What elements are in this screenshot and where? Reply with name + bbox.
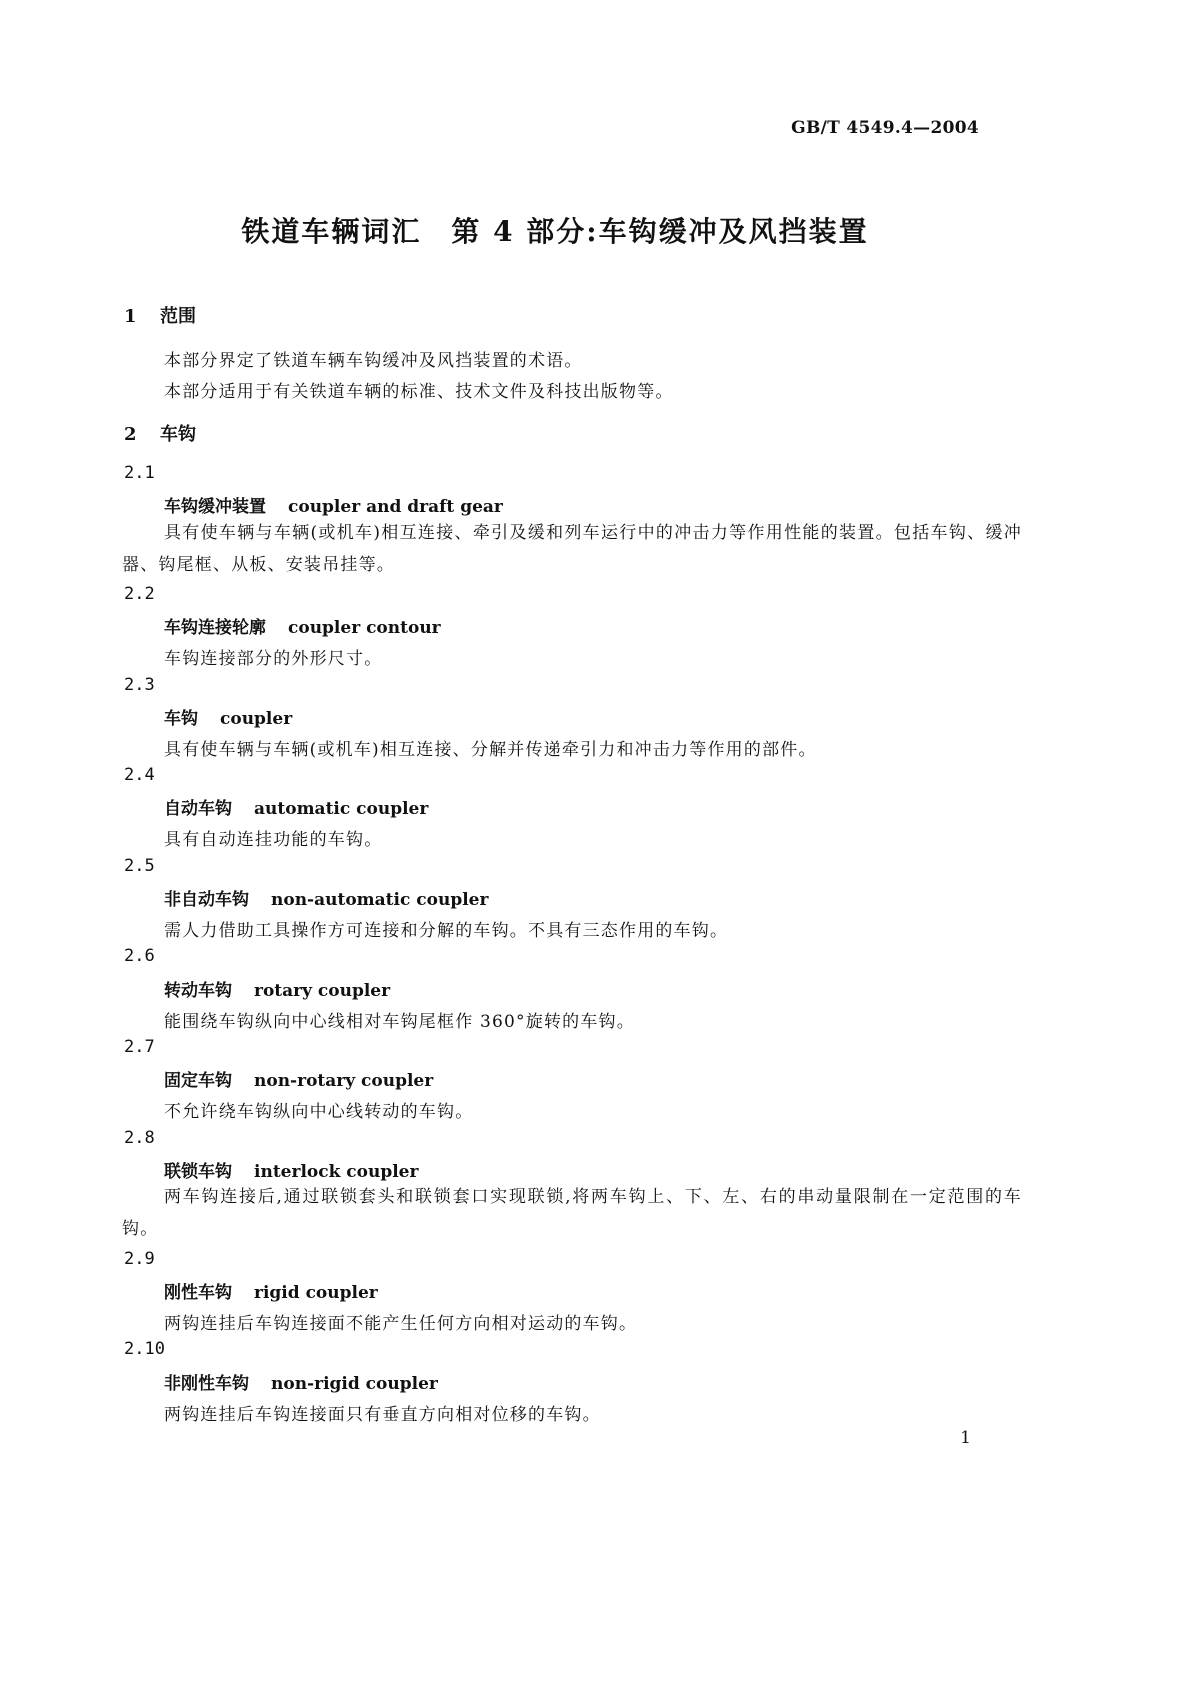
term-definition: 能围绕车钩纵向中心线相对车钩尾框作 360°旋转的车钩。 [164,1012,635,1032]
term-heading [164,885,488,910]
clause-number: 2.6 [124,946,155,966]
document-code: GB/T 4549.4—2004 [791,118,979,138]
term-en: coupler and draft gear [288,497,503,517]
term-zh: 刚性车钩 [164,1283,232,1303]
term-definition: 不允许绕车钩纵向中心线转动的车钩。 [164,1102,474,1122]
term-heading [164,704,292,729]
term-zh: 非刚性车钩 [164,1374,249,1394]
term-definition: 两钩连挂后车钩连接面只有垂直方向相对位移的车钩。 [164,1405,601,1425]
term-zh: 联锁车钩 [164,1162,232,1182]
term-en: non-rigid coupler [271,1374,438,1394]
term-en: interlock coupler [254,1162,419,1182]
term-heading [164,794,428,819]
clause-number: 2.5 [124,856,155,876]
term-zh: 转动车钩 [164,981,232,1001]
term-heading [164,1278,378,1303]
paragraph-line: 本部分适用于有关铁道车辆的标准、技术文件及科技出版物等。 [164,382,674,402]
section-number: 2 [124,424,137,445]
term-en: coupler [220,709,293,729]
clause-number: 2.2 [124,584,155,604]
term-zh: 车钩连接轮廓 [164,618,266,638]
document-title: 铁道车辆词汇 第 4 部分:车钩缓冲及风挡装置 [241,215,869,248]
section-title: 车钩 [160,424,196,445]
term-en: non-automatic coupler [271,890,489,910]
term-definition: 两车钩连接后,通过联锁套头和联锁套口实现联锁,将两车钩上、下、左、右的串动量限制在一定范围的车钩。 [122,1187,1022,1239]
clause-number: 2.7 [124,1037,155,1057]
term-heading [164,613,441,638]
paragraph-line: 本部分界定了铁道车辆车钩缓冲及风挡装置的术语。 [164,351,583,371]
term-zh: 车钩缓冲装置 [164,497,266,517]
term-zh: 固定车钩 [164,1071,232,1091]
term-heading [164,1066,433,1091]
term-en: rotary coupler [254,981,391,1001]
term-definition: 具有自动连挂功能的车钩。 [164,830,383,850]
clause-number: 2.4 [124,765,155,785]
term-heading [164,1157,418,1182]
page-number: 1 [960,1428,971,1448]
clause-number: 2.1 [124,463,155,483]
section-number: 1 [124,306,137,327]
term-zh: 车钩 [164,709,198,729]
term-zh: 自动车钩 [164,799,232,819]
term-en: non-rotary coupler [254,1071,434,1091]
term-definition: 具有使车辆与车辆(或机车)相互连接、分解并传递牵引力和冲击力等作用的部件。 [164,740,817,760]
term-definition: 车钩连接部分的外形尺寸。 [164,649,383,669]
term-en: rigid coupler [254,1283,378,1303]
clause-number: 2.3 [124,675,155,695]
term-definition: 需人力借助工具操作方可连接和分解的车钩。不具有三态作用的车钩。 [164,921,729,941]
term-heading [164,1369,438,1394]
clause-number: 2.9 [124,1249,155,1269]
section-1-heading [124,302,196,328]
term-heading [164,492,503,517]
clause-number: 2.8 [124,1128,155,1148]
section-2-heading [124,420,196,446]
clause-number: 2.10 [124,1339,165,1359]
term-zh: 非自动车钩 [164,890,249,910]
term-en: automatic coupler [254,799,429,819]
term-en: coupler contour [288,618,441,638]
section-title: 范围 [160,306,196,327]
term-heading [164,976,390,1001]
term-definition: 两钩连挂后车钩连接面不能产生任何方向相对运动的车钩。 [164,1314,638,1334]
term-definition: 具有使车辆与车辆(或机车)相互连接、牵引及缓和列车运行中的冲击力等作用性能的装置。包括车钩、缓冲器、钩尾框、从板、安装吊挂等。 [122,523,1022,575]
